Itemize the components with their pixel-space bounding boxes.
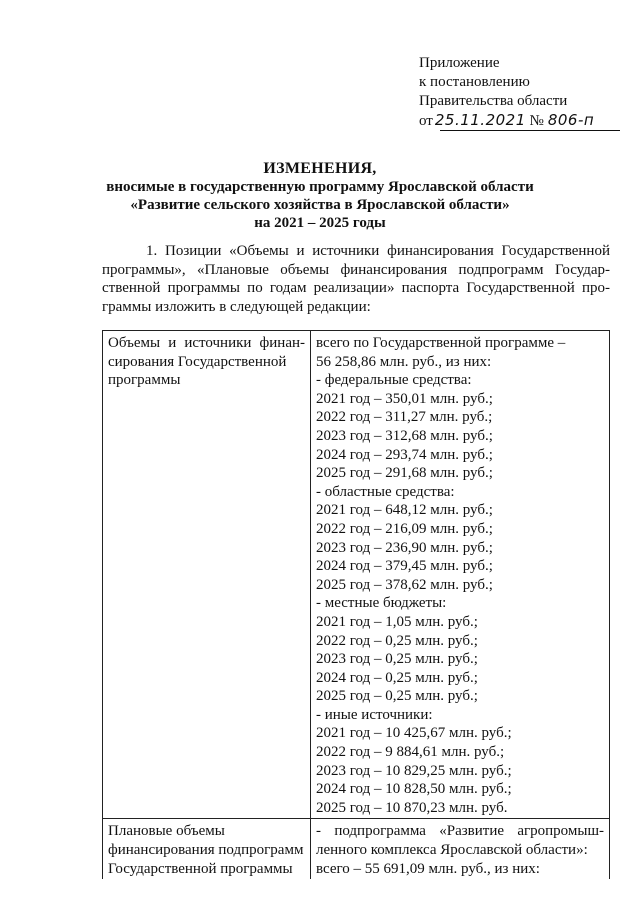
cell-line: всего – 55 691,09 млн. руб., из них: xyxy=(316,860,540,877)
cell-line: 2023 год – 10 829,25 млн. руб.; xyxy=(316,762,512,779)
cell-line: всего по Государственной программе – xyxy=(316,335,566,351)
cell-line: 2024 год – 10 828,50 млн. руб.; xyxy=(316,781,512,798)
cell-line: 2024 год – 293,74 млн. руб.; xyxy=(316,446,493,463)
cell-line: Объемы и источники финан- xyxy=(108,335,305,351)
cell-line: 2025 год – 378,62 млн. руб.; xyxy=(316,576,493,593)
cell-line: - иные источники: xyxy=(316,706,433,723)
cell-line: - федеральные средства: xyxy=(316,372,472,389)
cell-line: 2024 год – 0,25 млн. руб.; xyxy=(316,669,478,686)
table-row xyxy=(103,331,610,819)
from-prefix: от xyxy=(419,113,433,129)
cell-line: 2025 год – 10 870,23 млн. руб. xyxy=(316,799,508,816)
cell-line: 2022 год – 9 884,61 млн. руб.; xyxy=(316,744,505,761)
table-cell-value xyxy=(311,819,610,879)
cell-line: 2021 год – 1,05 млн. руб.; xyxy=(316,613,478,630)
cell-line: - подпрограмма «Развитие агропромыш- xyxy=(316,823,604,840)
cell-line: 56 258,86 млн. руб., из них: xyxy=(316,353,492,370)
cell-line: 2021 год – 350,01 млн. руб.; xyxy=(316,390,493,407)
heading-line-2: вносимые в государственную программу Ярославской области xyxy=(106,179,534,195)
cell-line: ленного комплекса Ярославской области»: xyxy=(316,842,588,859)
cell-line: 2022 год – 216,09 млн. руб.; xyxy=(316,520,493,537)
table-cell-label xyxy=(103,331,311,819)
heading-line-3: «Развитие сельского хозяйства в Ярославской области» xyxy=(130,197,510,213)
cell-line: финансирования подпрограмм xyxy=(108,842,304,859)
appendix-block xyxy=(419,54,594,131)
cell-line: Государственной программы xyxy=(108,860,293,877)
financing-table xyxy=(102,330,610,879)
appendix-date-number-line xyxy=(419,111,594,131)
cell-line: 2024 год – 379,45 млн. руб.; xyxy=(316,558,493,575)
handwritten-date: 25.11.2021 xyxy=(434,111,526,129)
heading-line-4: на 2021 – 2025 годы xyxy=(254,215,386,231)
paragraph-line: граммы изложить в следующей редакции: xyxy=(102,298,371,315)
cell-line: программы xyxy=(108,372,181,389)
cell-line: - областные средства: xyxy=(316,483,455,500)
paragraph-line: ственной программы по годам реализации» паспорта Государственной про- xyxy=(102,280,610,296)
table-row xyxy=(103,819,610,879)
appendix-line-2: к постановлению xyxy=(419,74,530,90)
cell-line: 2023 год – 312,68 млн. руб.; xyxy=(316,427,493,444)
handwritten-number: 806-п xyxy=(547,111,595,129)
cell-line: 2025 год – 291,68 млн. руб.; xyxy=(316,465,493,482)
number-prefix: № xyxy=(529,113,544,129)
paragraph-line: 1. Позиции «Объемы и источники финансирования Государственной xyxy=(146,243,610,259)
cell-line: 2021 год – 648,12 млн. руб.; xyxy=(316,502,493,519)
body-paragraph xyxy=(102,242,610,316)
cell-line: сирования Государственной xyxy=(108,353,287,370)
cell-line: 2023 год – 236,90 млн. руб.; xyxy=(316,539,493,556)
appendix-line-3: Правительства области xyxy=(419,93,568,109)
document-heading xyxy=(0,160,640,232)
cell-line: Плановые объемы xyxy=(108,823,225,840)
cell-line: - местные бюджеты: xyxy=(316,595,447,612)
table-cell-label xyxy=(103,819,311,879)
cell-line: 2025 год – 0,25 млн. руб.; xyxy=(316,688,478,705)
cell-line: 2021 год – 10 425,67 млн. руб.; xyxy=(316,725,512,742)
appendix-line-1: Приложение xyxy=(419,55,500,71)
cell-line: 2022 год – 0,25 млн. руб.; xyxy=(316,632,478,649)
paragraph-line: программы», «Плановые объемы финансирования подпрограмм Государ- xyxy=(102,261,610,278)
signature-underline xyxy=(440,130,620,131)
table-cell-value xyxy=(311,331,610,819)
heading-title: ИЗМЕНЕНИЯ, xyxy=(263,160,377,177)
cell-line: 2022 год – 311,27 млн. руб.; xyxy=(316,409,493,426)
cell-line: 2023 год – 0,25 млн. руб.; xyxy=(316,651,478,668)
